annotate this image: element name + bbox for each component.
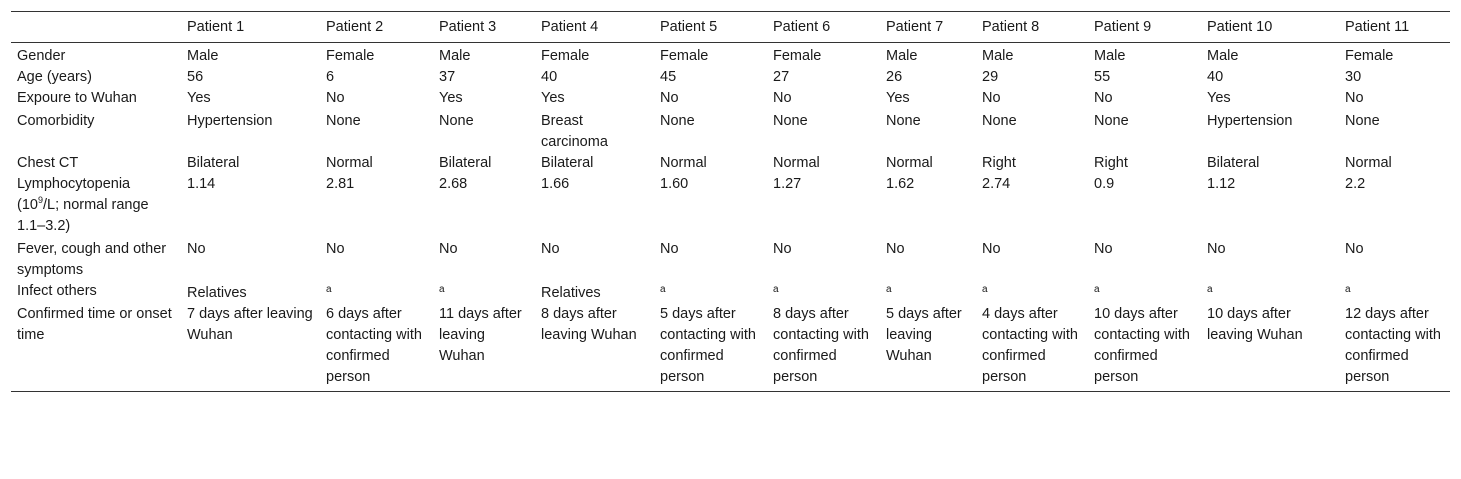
table-cell: Male [187,48,219,64]
table-cell: 26 [886,69,903,85]
table-cell: 1.14 [187,176,216,192]
table-cell: No [326,90,345,106]
table-cell: 1.62 [886,176,915,192]
table-cell: 8 days after contacting with confirmed person [773,306,869,385]
row-label: Gender [17,48,66,64]
table-cell: 1.60 [660,176,689,192]
row-label-text: Lymphocytopenia (10 [17,176,131,213]
table-cell: No [1345,90,1364,106]
table-cell: 6 [326,69,335,85]
table-row [11,88,1450,111]
table-cell: None [982,113,1017,129]
table-cell: 6 days after contacting with confirmed person [326,306,422,385]
table-cell: 11 days after leaving Wuhan [439,306,522,364]
header-cell: Patient 9 [1094,19,1152,35]
table-cell: 2.2 [1345,176,1366,192]
table-cell: None [1094,113,1129,129]
table-cell: Hypertension [187,113,273,129]
cell-text: Relatives [541,285,601,301]
table-row [11,304,1450,392]
table-cell: 2.81 [326,176,355,192]
patient-characteristics-table [11,11,1450,392]
table-cell: No [1094,241,1113,257]
table-cell: Normal [326,155,373,171]
table-cell: 1.12 [1207,176,1236,192]
table-cell: No [541,241,560,257]
table-cell [433,281,535,304]
table-cell: No [1345,241,1364,257]
table-cell: 56 [187,69,204,85]
table-cell: 10 days after contacting with confirmed person [1094,306,1190,385]
table-cell [976,281,1088,304]
table-cell: Female [541,48,590,64]
table-row [11,174,1450,239]
table-cell: No [773,90,792,106]
header-cell: Patient 4 [541,19,599,35]
table-cell [1201,281,1339,304]
footnote-marker: a [660,284,666,295]
header-cell: Patient 2 [326,19,384,35]
table-cell: Bilateral [1207,155,1260,171]
footnote-marker: a [1207,284,1213,295]
table-cell: No [1207,241,1226,257]
table-cell: 0.9 [1094,176,1115,192]
header-cell: Patient 11 [1345,19,1410,35]
row-label-superscript: 9 [37,195,43,206]
patient-table-container [11,11,1450,392]
table-cell [654,281,767,304]
table-cell: No [886,241,905,257]
table-cell: 27 [773,69,790,85]
table-cell: No [982,90,1001,106]
footnote-marker: a [439,284,445,295]
table-cell [181,281,320,304]
table-cell: None [660,113,695,129]
table-cell: Female [660,48,709,64]
table-cell [1088,281,1201,304]
table-cell: No [982,241,1001,257]
table-cell: 1.66 [541,176,570,192]
row-label: Chest CT [17,155,79,171]
header-cell: Patient 10 [1207,19,1273,35]
table-cell: None [886,113,921,129]
header-cell: Patient 3 [439,19,497,35]
table-row [11,67,1450,88]
table-cell: Female [773,48,822,64]
table-cell: 29 [982,69,999,85]
header-cell [11,12,181,43]
table-cell: No [773,241,792,257]
table-cell: Female [326,48,375,64]
table-cell: 7 days after leaving Wuhan [187,306,313,343]
header-cell: Patient 6 [773,19,831,35]
header-cell: Patient 7 [886,19,944,35]
table-cell: 5 days after leaving Wuhan [886,306,962,364]
footnote-marker: a [326,284,332,295]
table-cell: Male [1094,48,1126,64]
table-cell: 4 days after contacting with confirmed person [982,306,1078,385]
table-cell [767,281,880,304]
table-cell: 55 [1094,69,1111,85]
header-cell: Patient 8 [982,19,1040,35]
table-cell [535,281,654,304]
footnote-marker: a [1345,284,1351,295]
table-cell: Normal [773,155,820,171]
table-row [11,43,1450,68]
row-label-text: /L; normal range 1.1–3.2) [17,197,149,234]
table-cell: Male [439,48,471,64]
table-cell: No [439,241,458,257]
table-cell: None [1345,113,1380,129]
table-cell: 12 days after contacting with confirmed person [1345,306,1441,385]
table-cell: Yes [541,90,565,106]
table-row [11,111,1450,153]
table-cell: 45 [660,69,677,85]
table-cell: Breast carcinoma [541,113,608,150]
table-cell: Yes [439,90,463,106]
cell-text: Relatives [187,285,247,301]
table-cell: Yes [886,90,910,106]
table-cell: No [660,90,679,106]
table-row [11,153,1450,174]
table-cell [1339,281,1450,304]
table-cell: Male [886,48,918,64]
table-cell: 5 days after contacting with confirmed person [660,306,756,385]
row-label [11,174,181,239]
table-cell: Right [1094,155,1128,171]
footnote-marker: a [1094,284,1100,295]
table-cell: None [439,113,474,129]
table-cell: 10 days after leaving Wuhan [1207,306,1303,343]
row-label: Infect others [17,283,97,299]
table-cell: No [187,241,206,257]
table-row [11,281,1450,304]
table-cell: Normal [886,155,933,171]
table-cell: Yes [187,90,211,106]
table-cell: Male [1207,48,1239,64]
table-cell [880,281,976,304]
table-cell: Bilateral [187,155,240,171]
row-label: Fever, cough and other symptoms [17,241,167,278]
footnote-marker: a [773,284,779,295]
row-label: Expoure to Wuhan [17,90,137,106]
table-cell: Yes [1207,90,1231,106]
table-cell: No [326,241,345,257]
header-cell: Patient 1 [187,19,245,35]
table-cell: No [1094,90,1113,106]
table-cell: None [773,113,808,129]
table-row [11,239,1450,281]
table-cell: 8 days after leaving Wuhan [541,306,637,343]
table-cell: Female [1345,48,1394,64]
row-label: Age (years) [17,69,92,85]
table-cell: 40 [541,69,558,85]
table-cell: Male [982,48,1014,64]
table-cell: Bilateral [541,155,594,171]
footnote-marker: a [886,284,892,295]
table-cell: 30 [1345,69,1362,85]
table-cell: Bilateral [439,155,492,171]
table-cell: Normal [660,155,707,171]
table-cell: 2.68 [439,176,468,192]
table-cell [320,281,433,304]
table-cell: 2.74 [982,176,1011,192]
row-label: Comorbidity [17,113,95,129]
header-cell: Patient 5 [660,19,718,35]
table-cell: Hypertension [1207,113,1293,129]
row-label: Confirmed time or onset time [17,306,172,343]
table-cell: Normal [1345,155,1392,171]
table-cell: 1.27 [773,176,802,192]
table-cell: Right [982,155,1016,171]
table-cell: None [326,113,361,129]
header-row [11,12,1450,43]
table-cell: 40 [1207,69,1224,85]
table-cell: No [660,241,679,257]
footnote-marker: a [982,284,988,295]
table-cell: 37 [439,69,456,85]
